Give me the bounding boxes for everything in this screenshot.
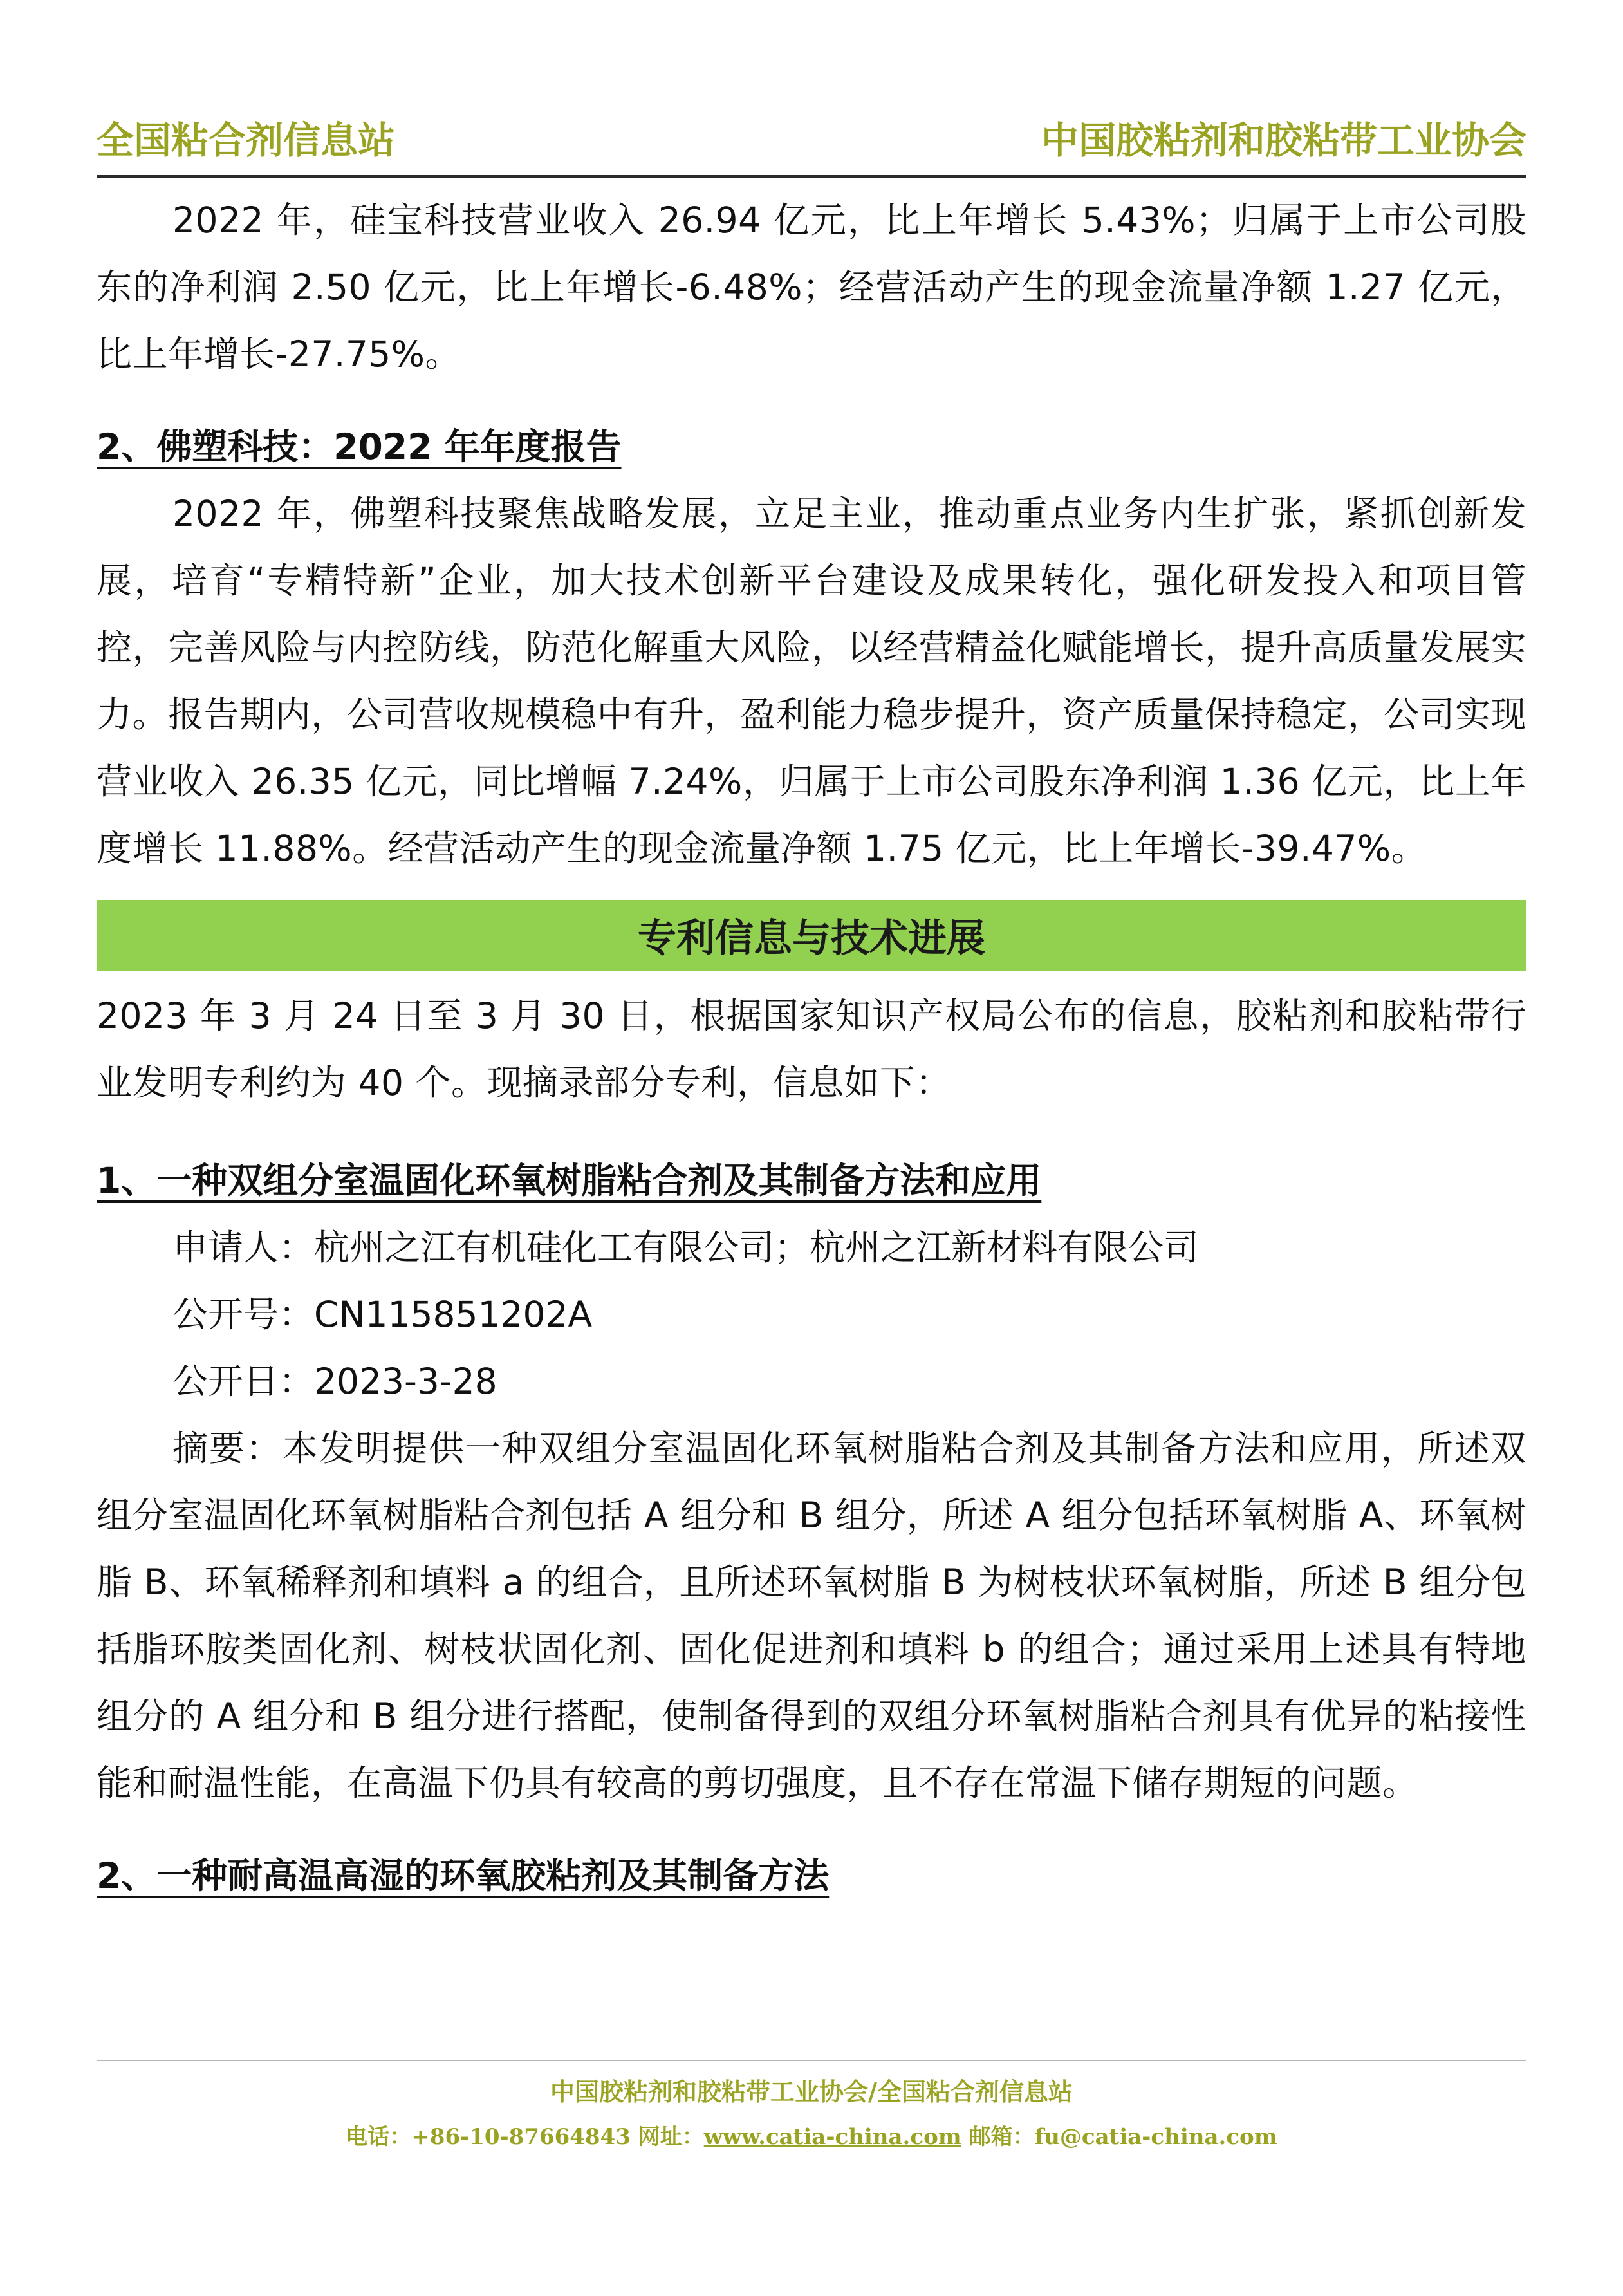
footer-divider [97, 2060, 1526, 2061]
patent-1-applicant: 申请人：杭州之江有机硅化工有限公司；杭州之江新材料有限公司 [172, 1227, 1200, 1268]
header-right-title: 中国胶粘剂和胶粘带工业协会 [1041, 118, 1526, 162]
section-heading-foshu-text: 2、佛塑科技：2022 年年度报告 [97, 426, 622, 467]
footer-website-link[interactable]: www.catia-china.com [703, 2124, 961, 2150]
foshu-paragraph: 2022 年，佛塑科技聚焦战略发展，立足主业，推动重点业务内生扩张，紧抓创新发展，培育“专精特新”企业，加大技术创新平台建设及成果转化，强化研发投入和项目管控，完善风险与内控防线，防范化解重大风险，以经营精益化赋能增长，提升高质量发展实力。报告期内，公司营收规模稳中有升，盈利能力稳步提升，资产质量保持稳定，公司实现营业收入 26.35 亿元，同比增幅 7.24%，归属于上市公司股东净利润 1.36 亿元，比上年度增长 11.88%。经营活动产生的现金流量净额 1.75 亿元，比上年增长-39.47%。 [97, 493, 1526, 869]
patent-1-publication-date: 公开日：2023-3-28 [172, 1361, 497, 1402]
patent-1-heading-text: 1、一种双组分室温固化环氧树脂粘合剂及其制备方法和应用 [97, 1160, 1042, 1201]
footer-email-label: 邮箱： [961, 2124, 1035, 2150]
patent-intro-paragraph: 2023 年 3 月 24 日至 3 月 30 日，根据国家知识产权局公布的信息，胶粘剂和胶粘带行业发明专利约为 40 个。现摘录部分专利，信息如下： [97, 995, 1526, 1103]
patent-1-heading [97, 1147, 1526, 1214]
page-header [97, 115, 1526, 173]
section-heading-foshu [97, 413, 1526, 480]
header-left-title: 全国粘合剂信息站 [97, 118, 396, 162]
patent-1-publication-no: 公开号：CN115851202A [172, 1294, 593, 1335]
footer-phone: 电话：+86-10-87664843 网址： [346, 2124, 704, 2150]
footer-email-link[interactable]: fu@catia-china.com [1034, 2124, 1277, 2150]
footer-contact [97, 2118, 1526, 2156]
page-content [97, 187, 1526, 1909]
patent-1-abstract: 摘要：本发明提供一种双组分室温固化环氧树脂粘合剂及其制备方法和应用，所述双组分室温固化环氧树脂粘合剂包括 A 组分和 B 组分，所述 A 组分包括环氧树脂 A、环氧树脂 B、环氧稀释剂和填料 a 的组合，且所述环氧树脂 B 为树枝状环氧树脂，所述 B 组分包括脂环胺类固化剂、树枝状固化剂、固化促进剂和填料 b 的组合；通过采用上述具有特地组分的 A 组分和 B 组分进行搭配，使制备得到的双组分环氧树脂粘合剂具有优异的粘接性能和耐温性能，在高温下仍具有较高的剪切强度，且不存在常温下储存期短的问题。 [97, 1428, 1526, 1804]
section-banner [97, 900, 1526, 971]
header-divider [97, 175, 1526, 178]
intro-paragraph: 2022 年，硅宝科技营业收入 26.94 亿元，比上年增长 5.43%；归属于上市公司股东的净利润 2.50 亿元，比上年增长-6.48%；经营活动产生的现金流量净额 1.27 亿元，比上年增长-27.75%。 [97, 200, 1526, 375]
footer-organization: 中国胶粘剂和胶粘带工业协会/全国粘合剂信息站 [550, 2077, 1073, 2106]
patent-2-heading [97, 1842, 1526, 1909]
banner-title: 专利信息与技术进展 [638, 916, 985, 961]
patent-2-heading-text: 2、一种耐高温高湿的环氧胶粘剂及其制备方法 [97, 1855, 830, 1896]
